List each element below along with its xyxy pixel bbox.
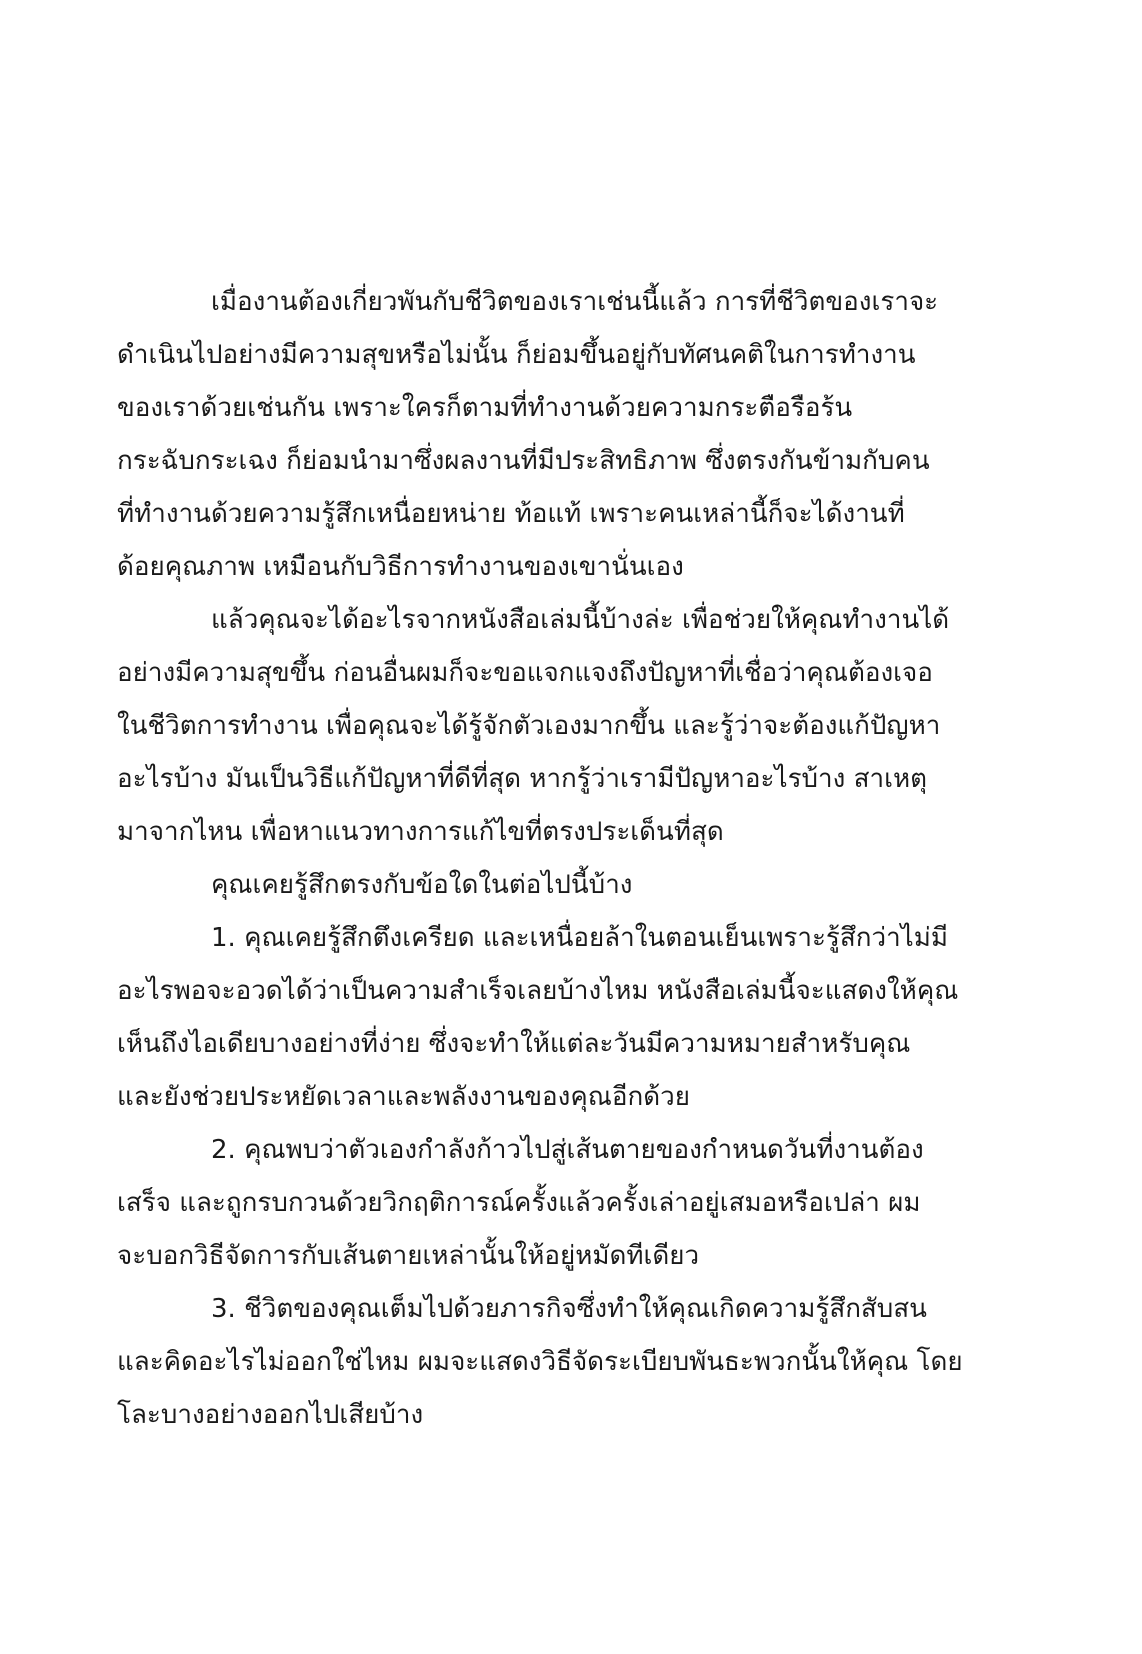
paragraph-2-line-2: อย่างมีความสุขขึ้น ก่อนอื่นผมก็จะขอแจกแจงถึงปัญหาที่เชื่อว่าคุณต้องเจอ xyxy=(117,658,933,688)
list-item-3-line-2: และคิดอะไรไม่ออกใช่ไหม ผมจะแสดงวิธีจัดระเบียบพันธะพวกนั้นให้คุณ โดย xyxy=(117,1347,963,1377)
paragraph-3-line-1: คุณเคยรู้สึกตรงกับข้อใดในต่อไปนี้บ้าง xyxy=(211,870,633,900)
list-item-1-line-4: และยังช่วยประหยัดเวลาและพลังงานของคุณอีกด้วย xyxy=(117,1082,690,1112)
list-item-2-line-2: เสร็จ และถูกรบกวนด้วยวิกฤติการณ์ครั้งแล้วครั้งเล่าอยู่เสมอหรือเปล่า ผม xyxy=(117,1188,921,1218)
list-item-1-line-1: 1. คุณเคยรู้สึกตึงเครียด และเหนื่อยล้าในตอนเย็นเพราะรู้สึกว่าไม่มี xyxy=(211,923,949,953)
list-item-3-line-1: 3. ชีวิตของคุณเต็มไปด้วยภารกิจซึ่งทำให้คุณเกิดความรู้สึกสับสน xyxy=(211,1294,927,1324)
paragraph-1-line-6: ด้อยคุณภาพ เหมือนกับวิธีการทำงานของเขานั่นเอง xyxy=(117,552,684,582)
list-item-2-line-3: จะบอกวิธีจัดการกับเส้นตายเหล่านั้นให้อยู่หมัดทีเดียว xyxy=(117,1241,700,1271)
paragraph-1-line-1: เมื่องานต้องเกี่ยวพันกับชีวิตของเราเช่นนี้แล้ว การที่ชีวิตของเราจะ xyxy=(211,287,939,317)
list-item-1-line-2: อะไรพอจะอวดได้ว่าเป็นความสำเร็จเลยบ้างไหม หนังสือเล่มนี้จะแสดงให้คุณ xyxy=(117,976,959,1006)
paragraph-2-line-4: อะไรบ้าง มันเป็นวิธีแก้ปัญหาที่ดีที่สุด หากรู้ว่าเรามีปัญหาอะไรบ้าง สาเหตุ xyxy=(117,764,927,794)
list-item-1-line-3: เห็นถึงไอเดียบางอย่างที่ง่าย ซึ่งจะทำให้แต่ละวันมีความหมายสำหรับคุณ xyxy=(117,1029,911,1059)
paragraph-1-line-5: ที่ทำงานด้วยความรู้สึกเหนื่อยหน่าย ท้อแท้ เพราะคนเหล่านี้ก็จะได้งานที่ xyxy=(117,499,905,529)
paragraph-1-line-3: ของเราด้วยเช่นกัน เพราะใครก็ตามที่ทำงานด้วยความกระตือรือร้น xyxy=(117,393,853,423)
paragraph-1-line-2: ดำเนินไปอย่างมีความสุขหรือไม่นั้น ก็ย่อมขึ้นอยู่กับทัศนคติในการทำงาน xyxy=(117,340,916,370)
paragraph-2-line-3: ในชีวิตการทำงาน เพื่อคุณจะได้รู้จักตัวเองมากขึ้น และรู้ว่าจะต้องแก้ปัญหา xyxy=(117,711,941,741)
paragraph-2-line-1: แล้วคุณจะได้อะไรจากหนังสือเล่มนี้บ้างล่ะ เพื่อช่วยให้คุณทำงานได้ xyxy=(211,605,950,635)
paragraph-1-line-4: กระฉับกระเฉง ก็ย่อมนำมาซึ่งผลงานที่มีประสิทธิภาพ ซึ่งตรงกันข้ามกับคน xyxy=(117,446,930,476)
paragraph-2-line-5: มาจากไหน เพื่อหาแนวทางการแก้ไขที่ตรงประเด็นที่สุด xyxy=(117,817,724,847)
list-item-3-line-3: โละบางอย่างออกไปเสียบ้าง xyxy=(117,1400,424,1430)
list-item-2-line-1: 2. คุณพบว่าตัวเองกำลังก้าวไปสู่เส้นตายของกำหนดวันที่งานต้อง xyxy=(211,1135,924,1165)
